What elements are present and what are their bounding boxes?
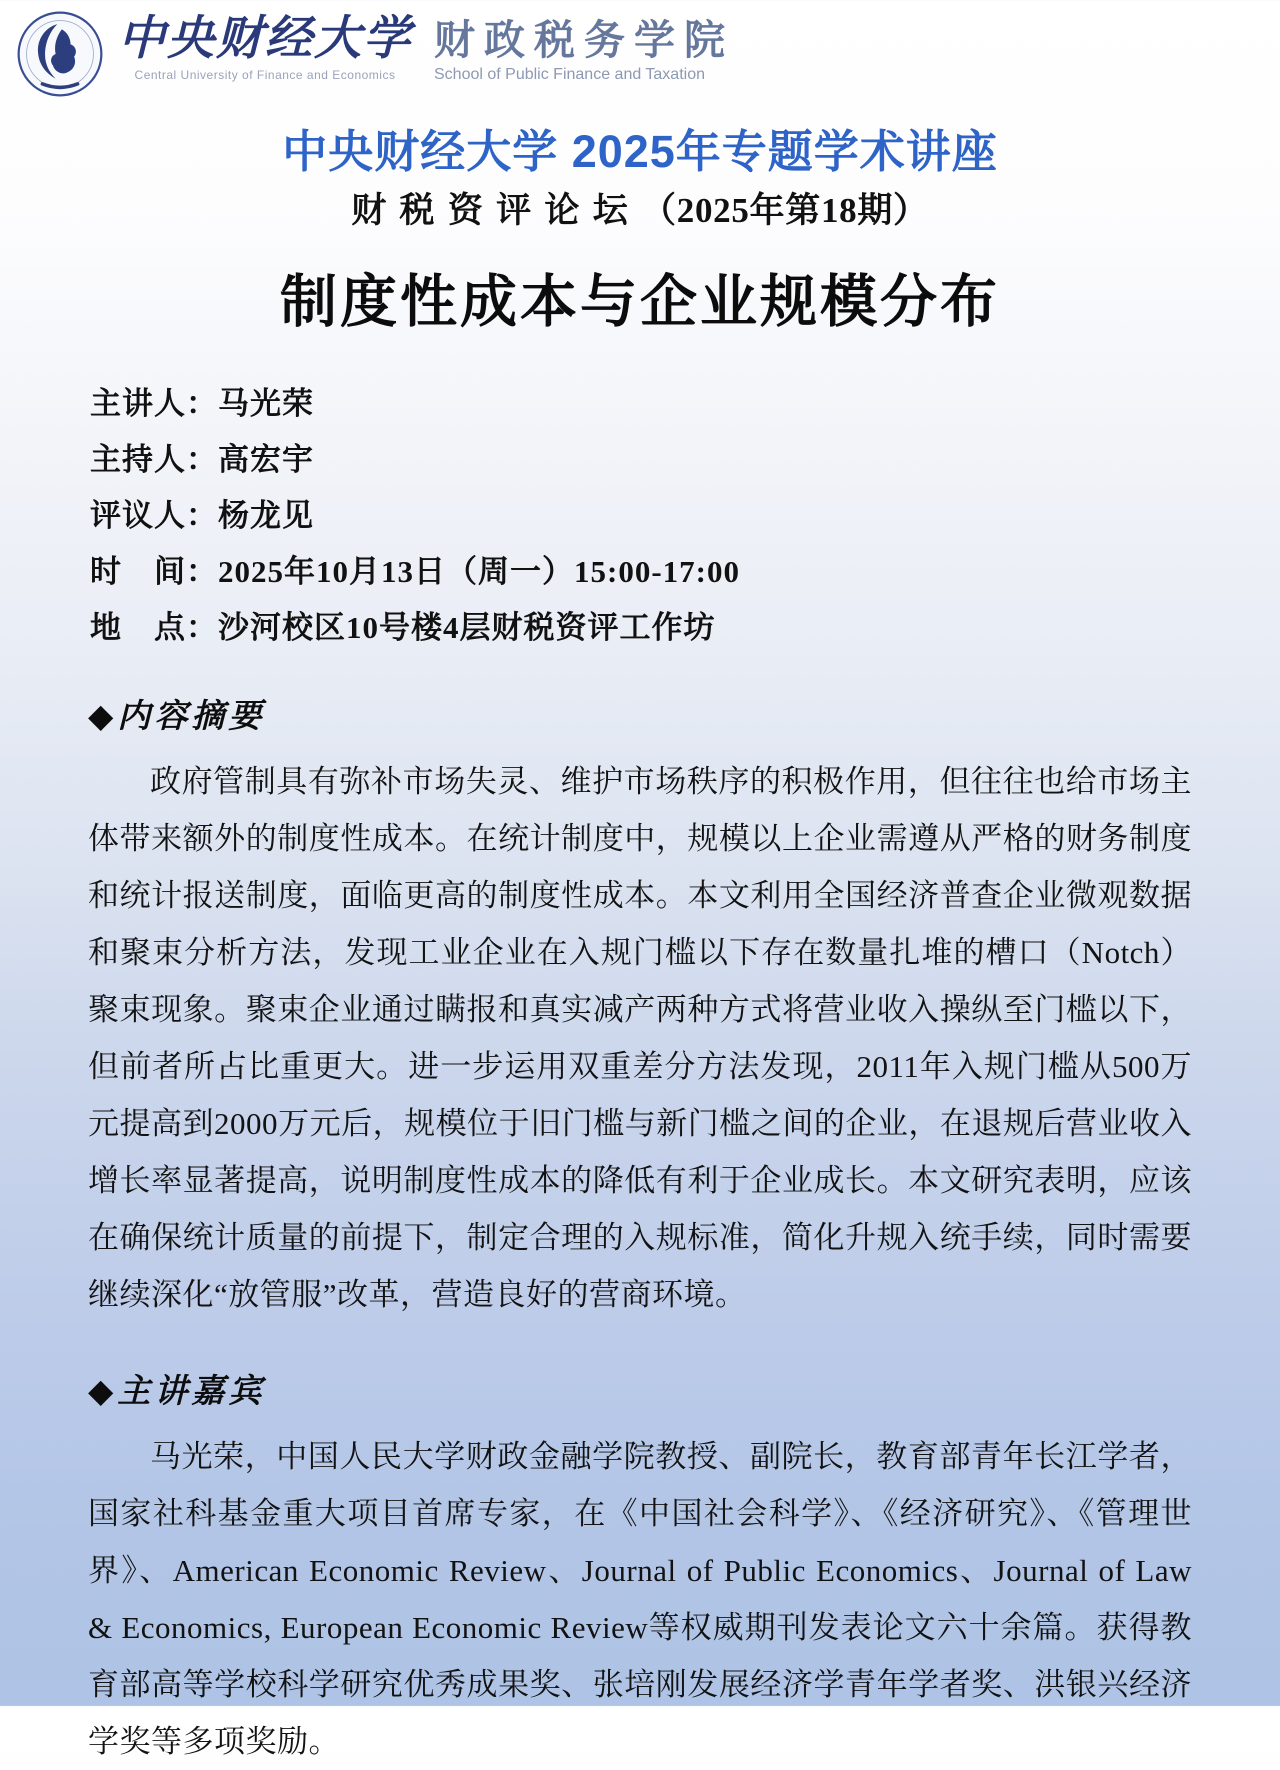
title-block [0,124,1280,336]
forum-issue: （2025年第18期） [641,191,929,230]
section-speaker-bio [88,1365,1192,1770]
info-value: 沙河校区10号楼4层财税资评工作坊 [218,610,716,645]
series-title: 中央财经大学 2025年专题学术讲座 [282,126,998,177]
info-value: 杨龙见 [218,498,314,533]
info-value: 高宏宇 [218,442,314,477]
header [0,0,1280,98]
abstract-body: 政府管制具有弥补市场失灵、维护市场秩序的积极作用，但往往也给市场主体带来额外的制度性成本。在统计制度中，规模以上企业需遵从严格的财务制度和统计报送制度，面临更高的制度性成本。本文利用全国经济普查企业微观数据和聚束分析方法，发现工业企业在入规门槛以下存在数量扎堆的槽口（Notch）聚束现象。聚束企业通过瞒报和真实减产两种方式将营业收入操纵至门槛以下，但前者所占比重更大。进一步运用双重差分方法发现，2011年入规门槛从500万元提高到2000万元后，规模位于旧门槛与新门槛之间的企业，在退规后营业收入增长率显著提高，说明制度性成本的降低有利于企业成长。本文研究表明，应该在确保统计质量的前提下，制定合理的入规标准，简化升规入统手续，同时需要继续深化“放管服”改革，营造良好的营商环境。 [88,764,1192,1312]
info-value: 2025年10月13日（周一）15:00-17:00 [218,554,740,589]
lecture-title: 制度性成本与企业规模分布 [280,271,1000,334]
info-label: 评议人： [90,498,218,533]
university-name-cn: 中央财经大学 [118,13,412,65]
speaker-bio-body: 马光荣，中国人民大学财政金融学院教授、副院长，教育部青年长江学者，国家社科基金重大项目首席专家，在《中国社会科学》、《经济研究》、《管理世界》、American Economic Review、Journal of Public Economics、Journal of Law & Economics, European Economic Review等权威期刊发表论文六十余篇。获得教育部高等学校科学研究优秀成果奖、张培刚发展经济学青年学者奖、洪银兴经济学奖等多项奖励。 [88,1439,1192,1759]
info-row-location [90,608,1190,648]
forum-name: 财税资评论坛 [351,191,642,230]
section-abstract [88,690,1192,1323]
seal-icon [16,10,104,98]
info-label: 主持人： [90,442,218,477]
info-value: 马光荣 [218,386,314,421]
university-brand [118,10,412,82]
info-row-discussant [90,496,1190,536]
lecture-info-list [90,384,1190,648]
info-row-time [90,552,1190,592]
forum-title [0,188,1280,234]
school-name-cn: 财政税务学院 [434,17,734,63]
school-name-en: School of Public Finance and Taxation [434,66,705,83]
university-name-en: Central University of Finance and Economics [134,68,396,82]
info-row-host [90,440,1190,480]
info-label: 地 点： [90,610,218,645]
school-brand [434,10,734,84]
university-seal-logo [16,10,104,98]
speaker-bio-heading: ◆主讲嘉宾 [88,1374,266,1410]
abstract-heading: ◆内容摘要 [88,699,266,735]
info-label: 主讲人： [90,386,218,421]
info-label: 时 间： [90,554,218,589]
info-row-speaker [90,384,1190,424]
